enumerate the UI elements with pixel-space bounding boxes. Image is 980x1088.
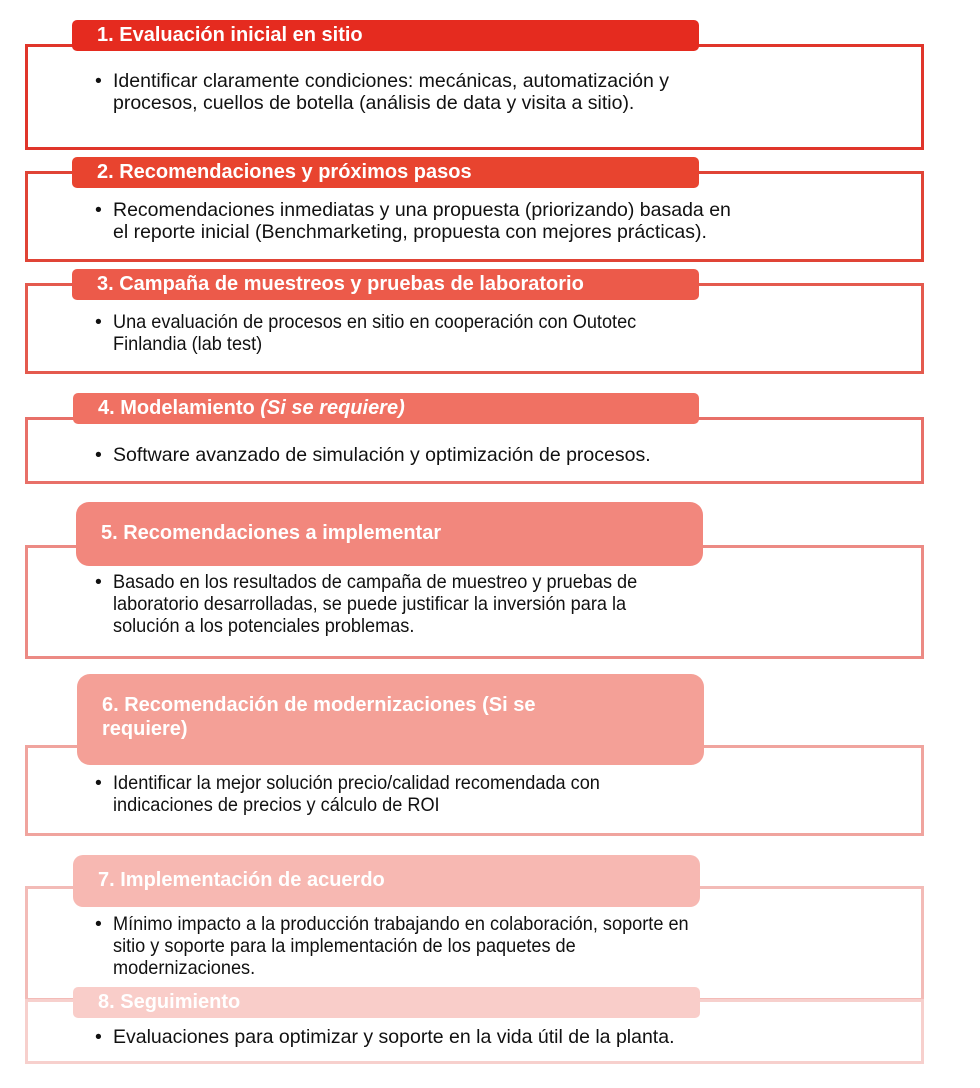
step-7-line-2: sitio y soporte para la implementación de los paquetes de [113,935,576,957]
step-4-title-note: (Si se requiere) [260,397,405,419]
step-2-title: 2. Recomendaciones y próximos pasos [97,161,472,183]
step-7-description [95,913,895,979]
step-8-description [95,1026,895,1048]
step-7-line-3: modernizaciones. [113,957,256,979]
step-8-title: 8. Seguimiento [98,991,241,1013]
step-2-header [72,157,699,188]
step-5-title: 5. Recomendaciones a implementar [101,522,442,544]
step-6-line-2: indicaciones de precios y cálculo de ROI [113,794,440,816]
step-7-line-1: Mínimo impacto a la producción trabajando en colaboración, soporte en [113,913,689,935]
step-4-description [95,444,895,466]
step-3-header [72,269,699,300]
step-3-line-1: Una evaluación de procesos en sitio en cooperación con Outotec [113,311,637,333]
step-3-title: 3. Campaña de muestreos y pruebas de laboratorio [97,273,584,295]
step-3-description [95,311,895,355]
step-8-header [73,987,700,1018]
step-4-title: 4. Modelamiento [98,397,261,419]
step-5-line-2: laboratorio desarrolladas, se puede justificar la inversión para la [113,593,627,615]
bullet-icon: • [95,913,102,935]
step-1-description [95,70,895,114]
step-5-header [76,502,703,566]
step-1-title: 1. Evaluación inicial en sitio [97,24,363,46]
step-2-line-2: el reporte inicial (Benchmarketing, propuesta con mejores prácticas). [113,221,707,243]
step-5-description [95,571,895,637]
step-2-description [95,199,895,243]
step-4-line-1: Software avanzado de simulación y optimización de procesos. [113,444,651,466]
step-1-line-1: Identificar claramente condiciones: mecánicas, automatización y [113,70,670,92]
bullet-icon: • [95,199,102,221]
bullet-icon: • [95,772,102,794]
bullet-icon: • [95,571,102,593]
step-6-title: 6. Recomendación de modernizaciones (Si se requiere) [102,694,536,740]
step-2-line-1: Recomendaciones inmediatas y una propuesta (priorizando) basada en [113,199,731,221]
step-6-header [77,674,704,765]
step-1-header [72,20,699,51]
step-8-line-1: Evaluaciones para optimizar y soporte en la vida útil de la planta. [113,1026,675,1048]
bullet-icon: • [95,70,102,92]
step-1-line-2: procesos, cuellos de botella (análisis de data y visita a sitio). [113,92,635,114]
step-6-line-1: Identificar la mejor solución precio/calidad recomendada con [113,772,600,794]
bullet-icon: • [95,1026,102,1048]
step-4-header [73,393,699,424]
step-3-line-2: Finlandia (lab test) [113,333,263,355]
bullet-icon: • [95,444,102,466]
step-7-header [73,855,700,907]
step-7-title: 7. Implementación de acuerdo [98,869,385,891]
step-6-description [95,772,895,816]
bullet-icon: • [95,311,102,333]
step-5-line-1: Basado en los resultados de campaña de muestreo y pruebas de [113,571,638,593]
step-5-line-3: solución a los potenciales problemas. [113,615,415,637]
